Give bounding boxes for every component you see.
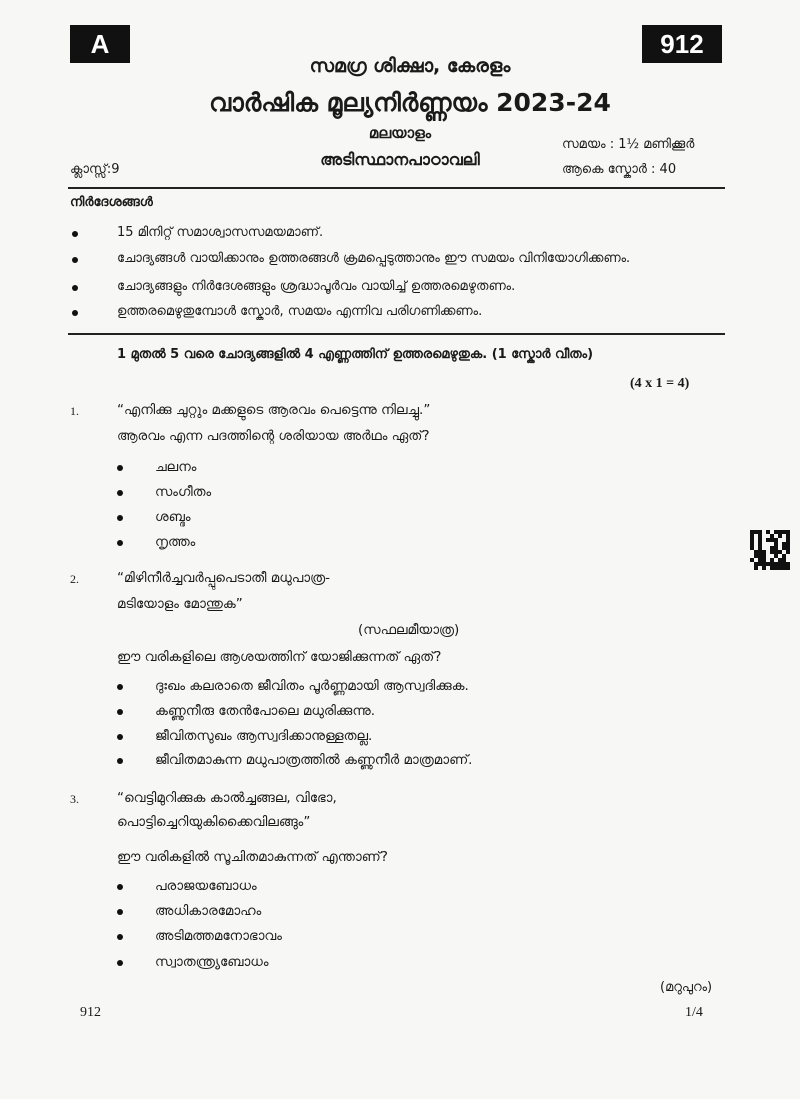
option: അടിമത്തമനോഭാവം [155, 928, 282, 944]
footer-code: 912 [80, 1005, 101, 1020]
question-number: 1. [70, 404, 79, 418]
question-number: 3. [70, 792, 79, 806]
question-line: “മിഴിനീർച്ചവർപ്പുപെടാതീ മധുപാത്ര- [117, 570, 330, 586]
bullet-icon [117, 490, 123, 496]
qr-code-icon [750, 530, 790, 570]
divider [68, 333, 725, 335]
organization: സമഗ്ര ശിക്ഷാ, കേരളം [309, 55, 511, 77]
poem-source: (സഫലമീയാത്ര) [358, 622, 460, 638]
bullet-icon [117, 540, 123, 546]
turn-over-note: (മറുപുറം) [660, 980, 713, 995]
bullet-icon [72, 257, 78, 263]
question-number: 2. [70, 572, 79, 586]
page-number: 1/4 [685, 1005, 703, 1020]
paper-code-badge: 912 [642, 25, 722, 63]
bullet-icon [117, 909, 123, 915]
option: സംഗീതം [155, 484, 212, 500]
option: പരാജയബോധം [155, 878, 257, 894]
divider [68, 187, 725, 189]
section-instruction: 1 മുതൽ 5 വരെ ചോദ്യങ്ങളിൽ 4 എണ്ണത്തിന് ഉത്തരമെഴുതുക. (1 സ്കോർ വീതം) [117, 347, 594, 362]
instructions-title: നിർദേശങ്ങൾ [70, 195, 153, 210]
question-line: ആരവം എന്ന പദത്തിന്റെ ശരിയായ അർഥം ഏത്? [117, 428, 430, 444]
option: സ്വാതന്ത്ര്യബോധം [155, 954, 269, 970]
option: ദുഃഖം കലരാതെ ജീവിതം പൂർണ്ണമായി ആസ്വദിക്കുക. [155, 678, 469, 694]
bullet-icon [72, 231, 78, 237]
bullet-icon [117, 515, 123, 521]
question-line: “വെട്ടിമുറിക്കുക കാൽച്ചങ്ങല, വിഭോ, [117, 790, 337, 806]
bullet-icon [117, 465, 123, 471]
paper-name: അടിസ്ഥാനപാഠാവലി [320, 150, 480, 169]
bullet-icon [117, 884, 123, 890]
class-label: ക്ലാസ്സ്:9 [70, 162, 120, 177]
set-code-badge: A [70, 25, 130, 63]
option: ചലനം [155, 459, 197, 475]
option: നൃത്തം [155, 534, 196, 550]
option: അധികാരമോഹം [155, 903, 262, 919]
bullet-icon [72, 310, 78, 316]
instruction-item: ചോദ്യങ്ങൾ വായിക്കാനും ഉത്തരങ്ങൾ ക്രമപ്പെടുത്താനും ഈ സമയം വിനിയോഗിക്കണം. [117, 251, 631, 266]
bullet-icon [117, 758, 123, 764]
instruction-item: ഉത്തരമെഴുതുമ്പോൾ സ്കോർ, സമയം എന്നിവ പരിഗണിക്കണം. [117, 304, 483, 319]
option: ജീവിതസുഖം ആസ്വദിക്കാനുള്ളതല്ല. [155, 728, 373, 744]
total-score-label: ആകെ സ്കോർ : 40 [562, 162, 677, 177]
bullet-icon [117, 684, 123, 690]
bullet-icon [117, 934, 123, 940]
question-line: “എനിക്കു ചുറ്റും മക്കളുടെ ആരവം പെട്ടെന്നു നിലച്ചു.” [117, 402, 431, 418]
subject: മലയാളം [368, 124, 432, 142]
bullet-icon [117, 709, 123, 715]
question-text: ഈ വരികളിലെ ആശയത്തിന് യോജിക്കുന്നത് ഏത്? [117, 649, 442, 665]
question-line: മടിയോളം മോന്തുക” [117, 596, 243, 612]
bullet-icon [117, 960, 123, 966]
option: ശബ്ദം [155, 509, 191, 525]
bullet-icon [72, 285, 78, 291]
exam-title: വാർഷിക മൂല്യനിർണ്ണയം 2023-24 [209, 88, 611, 117]
option: ജീവിതമാകുന്ന മധുപാത്രത്തിൽ കണ്ണുനീർ മാത്രമാണ്. [155, 752, 473, 768]
question-line: പൊട്ടിച്ചെറിയുകിക്കൈവിലങ്ങും” [117, 814, 311, 830]
section-marks: (4 x 1 = 4) [630, 376, 690, 391]
bullet-icon [117, 734, 123, 740]
question-text: ഈ വരികളിൽ സൂചിതമാകുന്നത് എന്താണ്? [117, 849, 388, 865]
instruction-item: ചോദ്യങ്ങളും നിർദേശങ്ങളും ശ്രദ്ധാപൂർവം വായിച്ച് ഉത്തരമെഴുതണം. [117, 279, 516, 294]
instruction-item: 15 മിനിറ്റ് സമാശ്വാസസമയമാണ്. [117, 225, 324, 240]
option: കണ്ണുനീരു തേൻപോലെ മധുരിക്കുന്നു. [155, 703, 376, 719]
time-label: സമയം : 1½ മണിക്കൂർ [562, 137, 695, 152]
